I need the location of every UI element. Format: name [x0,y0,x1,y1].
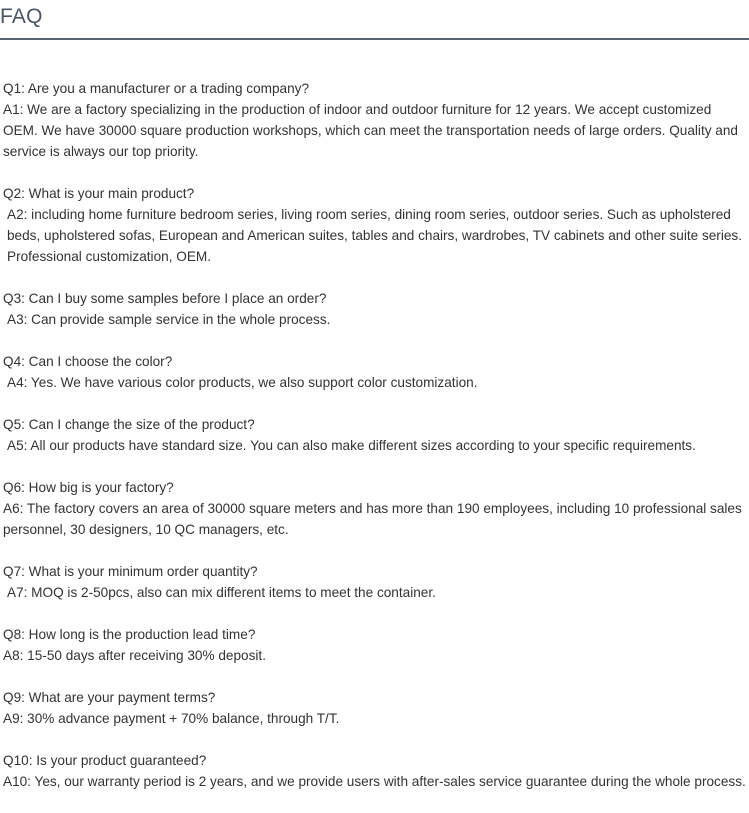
faq-item-5 [3,414,749,456]
faq-item-9 [3,687,749,729]
faq-question: Q1: Are you a manufacturer or a trading company? [3,81,310,96]
faq-answer: A9: 30% advance payment + 70% balance, through T/T. [3,711,340,726]
faq-answer: A8: 15-50 days after receiving 30% deposit. [3,648,266,663]
faq-list [3,78,749,813]
faq-question: Q10: Is your product guaranteed? [3,753,207,768]
faq-question: Q3: Can I buy some samples before I place an order? [3,291,327,306]
faq-header [0,0,749,40]
faq-item-2 [3,183,749,267]
faq-question: Q6: How big is your factory? [3,480,174,495]
faq-item-6 [3,477,749,540]
faq-answer: A4: Yes. We have various color products, we also support color customization. [7,375,478,390]
faq-answer: A10: Yes, our warranty period is 2 years, and we provide users with after-sales service guarantee during the whole process. [3,774,746,789]
faq-item-10 [3,750,749,792]
faq-item-4 [3,351,749,393]
faq-answer: A6: The factory covers an area of 30000 square meters and has more than 190 employees, including 10 professional sales personnel, 30 designers, 10 QC managers, etc. [3,501,742,537]
faq-answer: A3: Can provide sample service in the whole process. [7,312,331,327]
faq-item-3 [3,288,749,330]
faq-question: Q8: How long is the production lead time? [3,627,256,642]
faq-item-1 [3,78,749,162]
page-title: FAQ [0,5,43,28]
faq-answer: A5: All our products have standard size. You can also make different sizes according to your specific requirements. [7,438,696,453]
faq-question: Q4: Can I choose the color? [3,354,173,369]
faq-answer: A7: MOQ is 2-50pcs, also can mix different items to meet the container. [7,585,436,600]
faq-question: Q5: Can I change the size of the product? [3,417,255,432]
faq-item-8 [3,624,749,666]
faq-item-7 [3,561,749,603]
faq-question: Q9: What are your payment terms? [3,690,216,705]
faq-question: Q7: What is your minimum order quantity? [3,564,258,579]
faq-question: Q2: What is your main product? [3,186,195,201]
faq-answer: A1: We are a factory specializing in the production of indoor and outdoor furniture for 12 years. We accept customized OEM. We have 30000 square production workshops, which can meet the transportation needs of large orders. Quality and service is always our top priority. [3,102,738,159]
faq-answer: A2: including home furniture bedroom series, living room series, dining room series, outdoor series. Such as upholstered beds, upholstered sofas, European and American suites, tables and chairs, wardrobes, TV cabinets and other suite series. Professional customization, OEM. [7,207,742,264]
